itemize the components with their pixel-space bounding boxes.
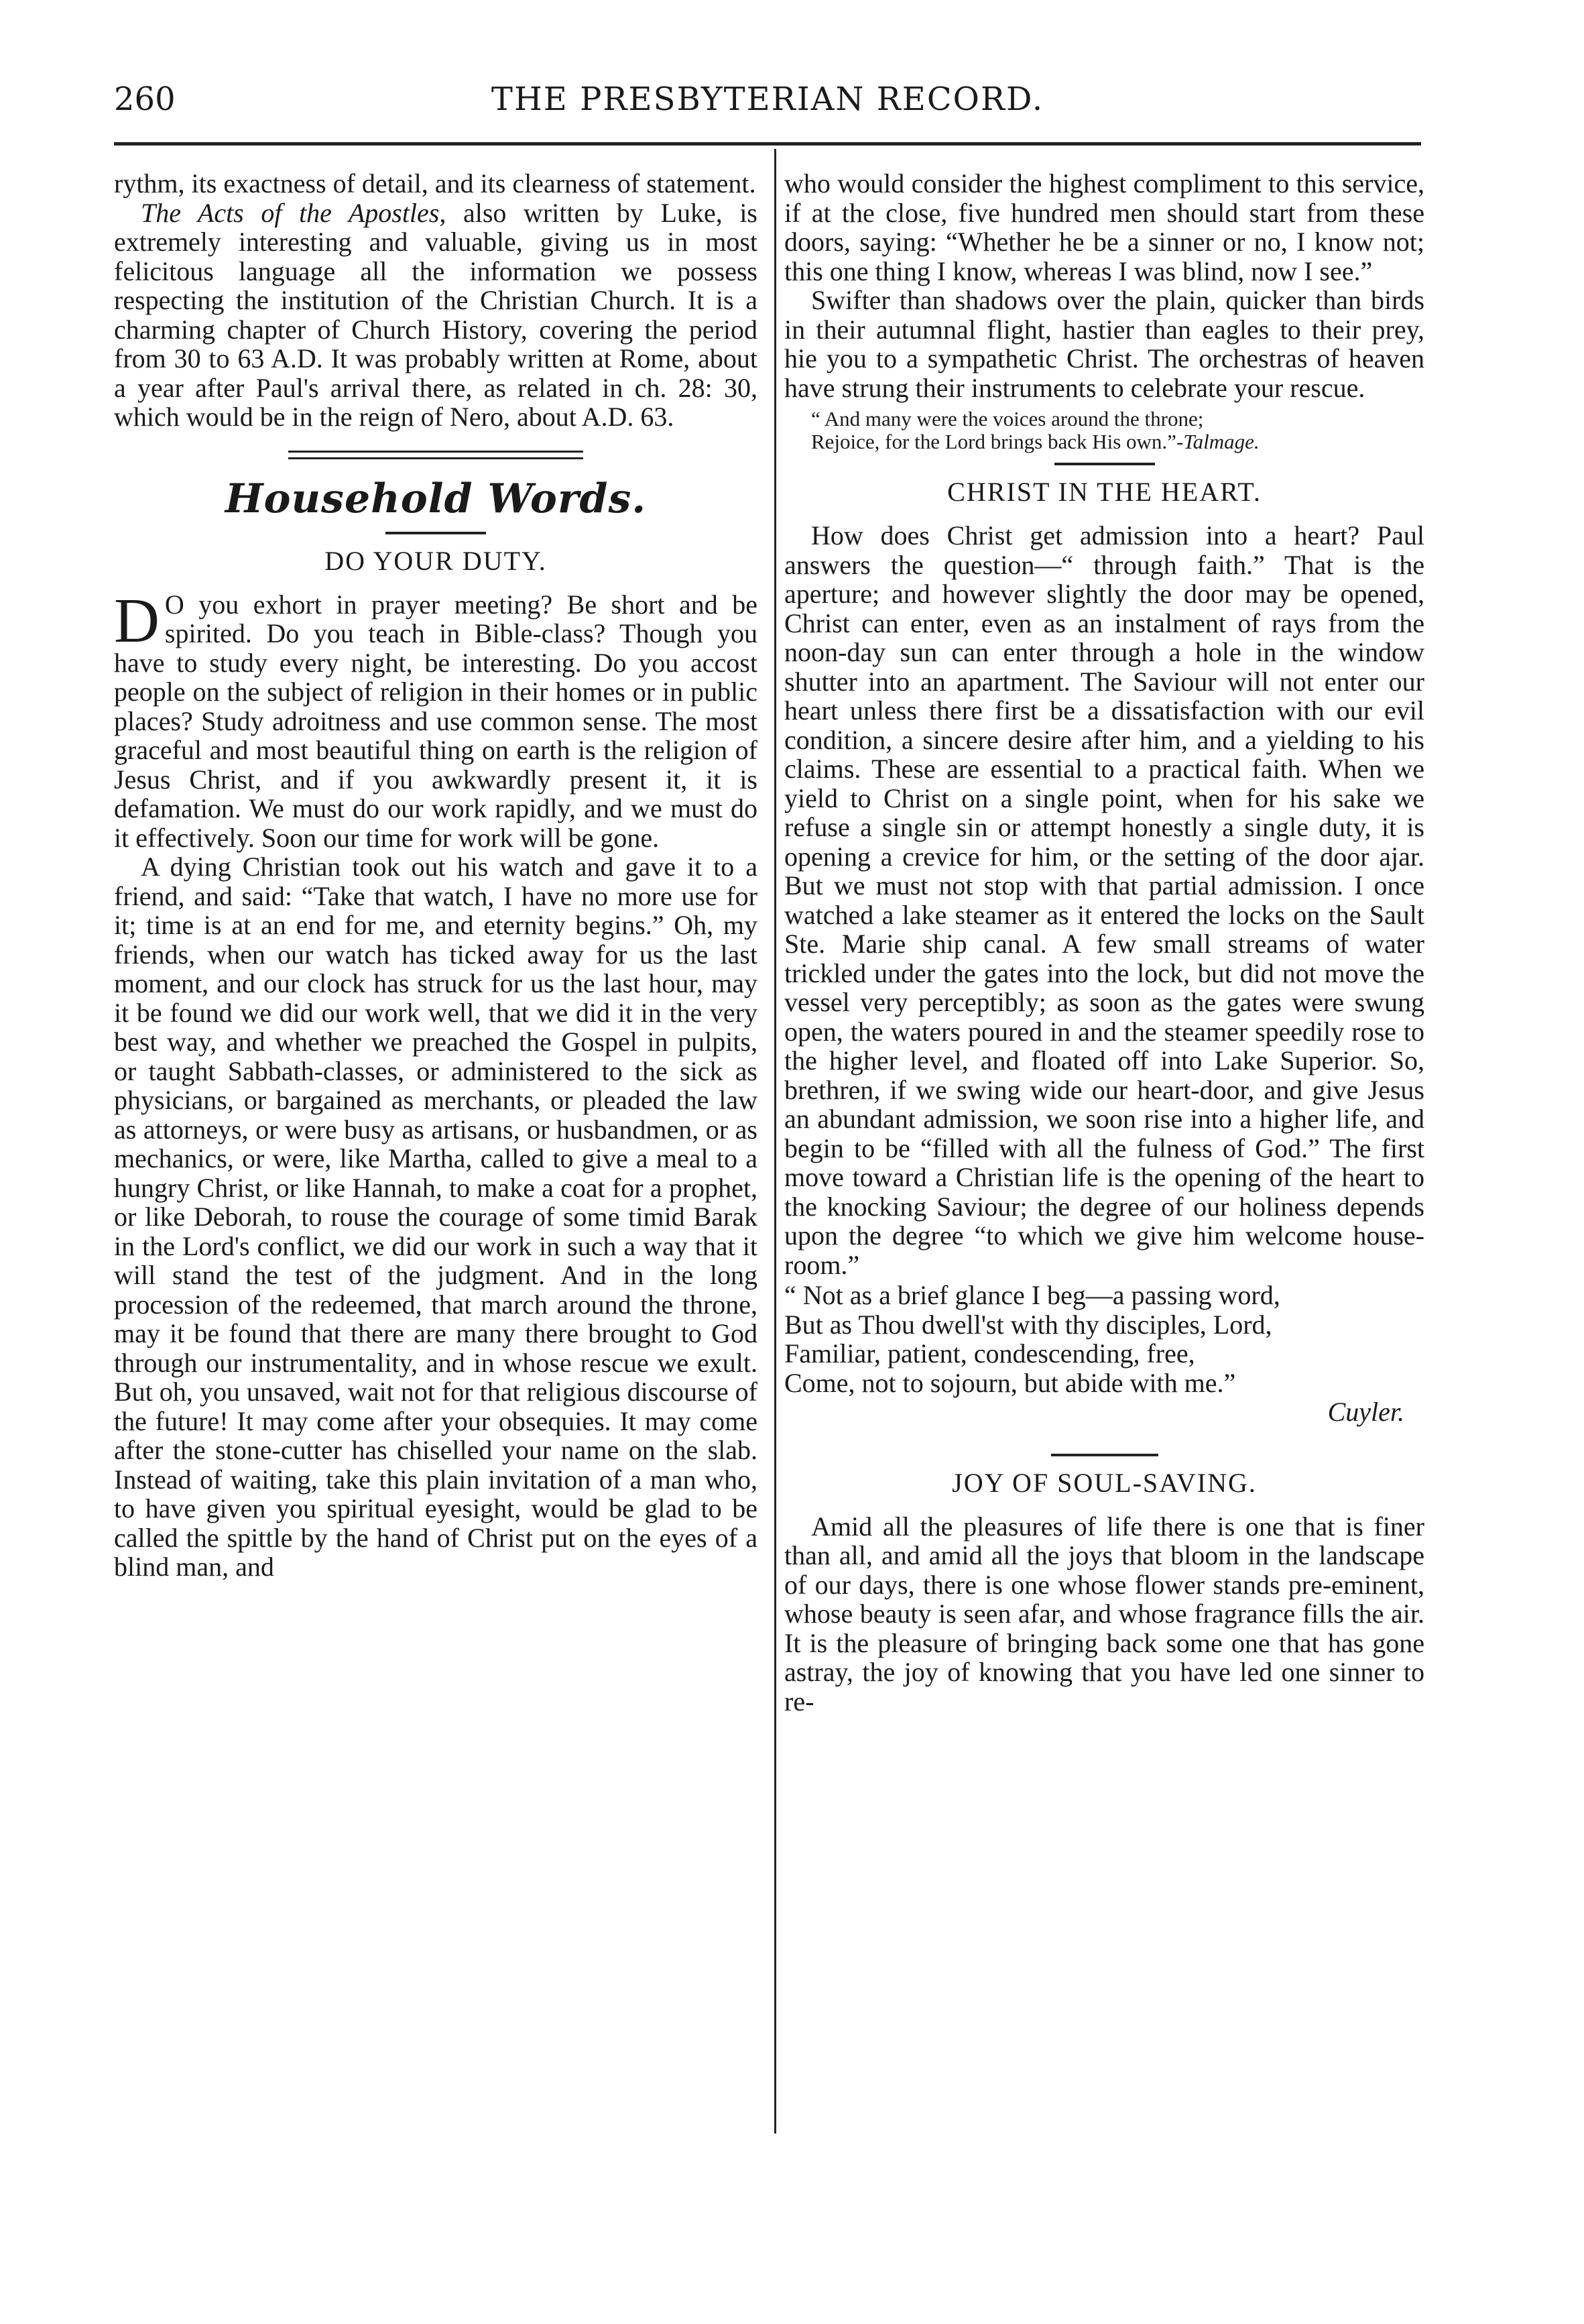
verse-line-2: But as Thou dwell'st with thy disciples, Lord, — [784, 1309, 1272, 1340]
swifter-paragraph: Swifter than shadows over the plain, quicker than birds in their autumnal flight, hastier than eagles to their prey, hie you to a sympathetic Christ. The orchestras of heaven have strung their instruments to celebrate your rescue. — [784, 285, 1424, 403]
duty-paragraph-2: A dying Christian took out his watch and gave it to a friend, and said: “Take that watch, I have no more use for it; time is at an end for me, and eternity begins.” Oh, my friends, when our watch has ticked away for us the last moment, and our clock has struck for us the last hour, may it be found we did our work well, that we did it in the very best way, and whether we preached the Gospel in pulpits, or taught Sabbath-classes, or administered to the sick as physicians, or bargained as merchants, or pleaded the law as attorneys, or were busy as artisans, or husbandmen, or as mechanics, or were, like Martha, called to give a meal to a hungry Christ, or like Hannah, to make a coat for a prophet, or like Deborah, to rouse the courage of some timid Barak in the Lord's conflict, we did our work in such a way that it will stand the test of the judgment. And in the long procession of the redeemed, that march around the throne, may it be found that there are many there brought to God through our instrumentality, and in whose rescue we exult. But oh, you unsaved, wait not for that religious discourse of the future! It may come after your obsequies. It may come after the stone-cutter has chiselled your name on the slab. Instead of waiting, take this plain invitation of a man who, to have given you spiritual eyesight, would be glad to be called the spittle by the hand of Christ put on the eyes of a blind man, and — [114, 852, 757, 1582]
article-title-do-your-duty: DO YOUR DUTY. — [324, 545, 547, 576]
article-title-christ-in-heart: CHRIST IN THE HEART. — [947, 477, 1262, 507]
verse-line-1: “ Not as a brief glance I beg—a passing word, — [784, 1280, 1280, 1310]
article-title-joy-of-soul-saving: JOY OF SOUL-SAVING. — [952, 1467, 1257, 1498]
department-heading: Household Words. — [225, 475, 647, 522]
verse-attribution: Cuyler. — [1327, 1397, 1404, 1427]
right-column — [784, 169, 1424, 1716]
article-divider-2 — [1051, 1454, 1158, 1456]
article-divider — [1054, 463, 1155, 465]
page-number: 260 — [114, 80, 176, 118]
drop-cap: D — [114, 585, 160, 656]
talmage-quote — [811, 408, 1424, 453]
verse-line-4: Come, not to sojourn, but abide with me.” — [784, 1367, 1236, 1398]
quote-attribution: -Talmage. — [1176, 430, 1260, 453]
header-rule — [114, 142, 1421, 146]
joy-paragraph: Amid all the pleasures of life there is one that is finer than all, and amid all the joys that bloom in the landscape of our days, there is one whose flower stands pre-eminent, whose beauty is seen afar, and whose fragrance fills the air. It is the pleasure of bringing back some one that has gone astray, the joy of knowing that you have led one sinner to re- — [784, 1511, 1424, 1717]
column-divider — [774, 149, 776, 2134]
acts-text: also written by Luke, is extremely interesting and valuable, giving us in most felicitous language all the information we possess respecting the institution of the Christian Church. It is a charming chapter of Church History, covering the period from 30 to 63 A.D. It was probably written at Rome, about a year after Paul's arrival there, as related in ch. 28: 30, which would be in the reign of Nero, about A.D. 63. — [114, 197, 757, 432]
continued-paragraph-right: who would consider the highest compliment to this service, if at the close, five hundred men should start from these doors, saying: “Whether he be a sinner or no, I know not; this one thing I know, whereas I was blind, now I see.” — [784, 168, 1424, 286]
running-header — [114, 80, 1421, 134]
left-column — [114, 169, 757, 1582]
cuyler-verse — [784, 1281, 1424, 1397]
acts-title: The Acts of the Apostles, — [141, 197, 446, 228]
acts-paragraph — [114, 198, 757, 432]
quote-line-1: “ And many were the voices around the throne; — [811, 407, 1204, 430]
duty-paragraph-1-text: O you exhort in prayer meeting? Be short and be spirited. Do you teach in Bible-class? Though you have to study every night, be interesting. Do you accost people on the subject of religion in their homes or in public places? Study adroitness and use common sense. The most graceful and most beautiful thing on earth is the religion of Jesus Christ, and if you awkwardly present it, it is defamation. We must do our work rapidly, and we must do it effectively. Soon our time for work will be gone. — [114, 589, 757, 853]
running-title: THE PRESBYTERIAN RECORD. — [491, 80, 1044, 118]
duty-paragraph-1 — [114, 585, 757, 853]
section-divider — [288, 451, 583, 459]
heading-rule — [385, 532, 486, 534]
verse-line-3: Familiar, patient, condescending, free, — [784, 1338, 1195, 1369]
heart-paragraph: How does Christ get admission into a heart? Paul answers the question—“ through faith.” That is the aperture; and however slightly the door may be opened, Christ can enter, even as an instalment of rays from the noon-day sun can enter through a hole in the window shutter into an apartment. The Saviour will not enter our heart unless there first be a dissatisfaction with our evil condition, a sincere desire after him, and a yielding to his claims. These are essential to a practical faith. When we yield to Christ on a single point, when for his sake we refuse a single sin or attempt honestly a single duty, it is opening a crevice for him, or the setting of the door ajar. But we must not stop with that partial admission. I once watched a lake steamer as it entered the locks on the Sault Ste. Marie ship canal. A few small streams of water trickled under the gates into the lock, but did not move the vessel very perceptibly; as soon as the gates were swung open, the waters poured in and the steamer speedily rose to the higher level, and floated off into Lake Superior. So, brethren, if we swing wide our heart-door, and give Jesus an abundant admission, we soon rise into a higher life, and begin to be “filled with all the fulness of God.” The first move toward a Christian life is the opening of the heart to the knocking Saviour; the degree of our holiness depends upon the degree “to which we give him welcome house-room.” — [784, 520, 1424, 1280]
continued-paragraph: rythm, its exactness of detail, and its clearness of statement. — [114, 168, 756, 198]
quote-line-2: Rejoice, for the Lord brings back His own.”-Talmage. — [811, 430, 1260, 453]
